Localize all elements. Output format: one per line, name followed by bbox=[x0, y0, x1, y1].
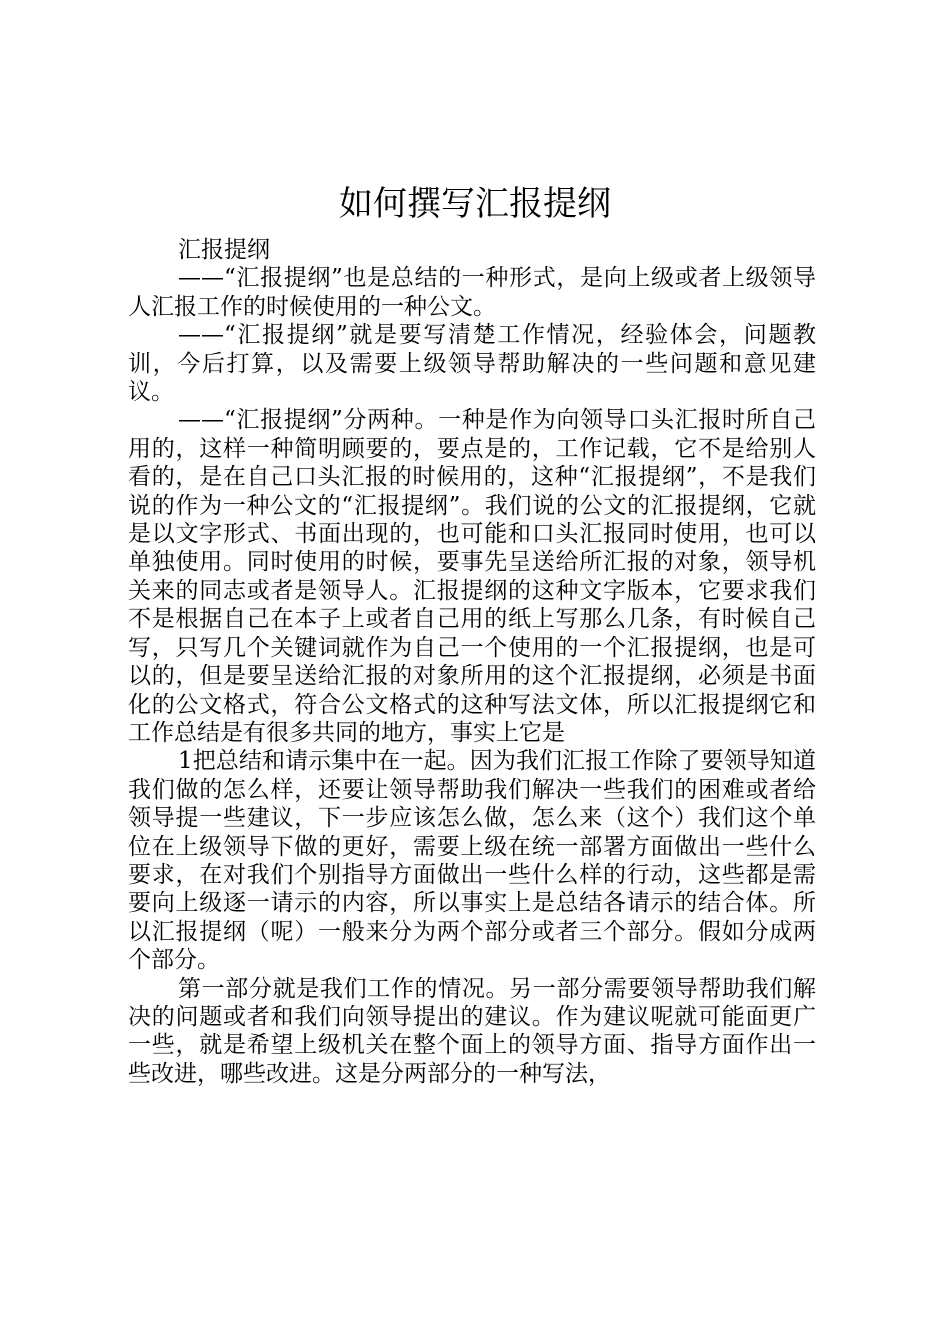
document-title: 如何撰写汇报提纲 bbox=[339, 184, 611, 224]
paragraph-heading: 汇报提纲 bbox=[178, 237, 270, 263]
paragraph-definition: ——“汇报提纲”也是总结的一种形式，是向上级或者上级领导人汇报工作的时候使用的一种公文。 bbox=[128, 265, 816, 320]
paragraph-first-part: 第一部分就是我们工作的情况。另一部分需要领导帮助我们解决的问题或者和我们向领导提出的建议。作为建议呢就可能面更广一些，就是希望上级机关在整个面上的领导方面、指导方面作出一些改进，哪些改进。这是分两部分的一种写法， bbox=[128, 975, 816, 1087]
paragraph-content: ——“汇报提纲”就是要写清楚工作情况，经验体会，问题教训，今后打算，以及需要上级领导帮助解决的一些问题和意见建议。 bbox=[128, 322, 816, 406]
paragraph-types: ——“汇报提纲”分两种。一种是作为向领导口头汇报时所自己用的，这样一种简明顾要的，要点是的，工作记载，它不是给别人看的，是在自己口头汇报的时候用的，这种“汇报提纲”，不是我们说的作为一种公文的“汇报提纲”。我们说的公文的汇报提纲，它就是以文字形式、书面出现的，也可能和口头汇报同时使用，也可以单独使用。同时使用的时候，要事先呈送给所汇报的对象，领导机关来的同志或者是领导人。汇报提纲的这种文字版本，它要求我们不是根据自己在本子上或者自己用的纸上写那么几条，有时候自己写，只写几个关键词就作为自己一个使用的一个汇报提纲，也是可以的，但是要呈送给汇报的对象所用的这个汇报提纲，必须是书面化的公文格式，符合公文格式的这种写法文体，所以汇报提纲它和工作总结是有很多共同的地方，事实上它是 bbox=[128, 407, 816, 746]
paragraph-summary-request: 1把总结和请示集中在一起。因为我们汇报工作除了要领导知道我们做的怎么样，还要让领导帮助我们解决一些我们的困难或者给领导提一些建议，下一步应该怎么做，怎么来（这个）我们这个单位在上级领导下做的更好，需要上级在统一部署方面做出一些什么要求，在对我们个别指导方面做出一些什么样的行动，这些都是需要向上级逐一请示的内容，所以事实上是总结各请示的结合体。所以汇报提纲（呢）一般来分为两个部分或者三个部分。假如分成两个部分。 bbox=[128, 748, 816, 974]
document-body bbox=[128, 236, 816, 1088]
